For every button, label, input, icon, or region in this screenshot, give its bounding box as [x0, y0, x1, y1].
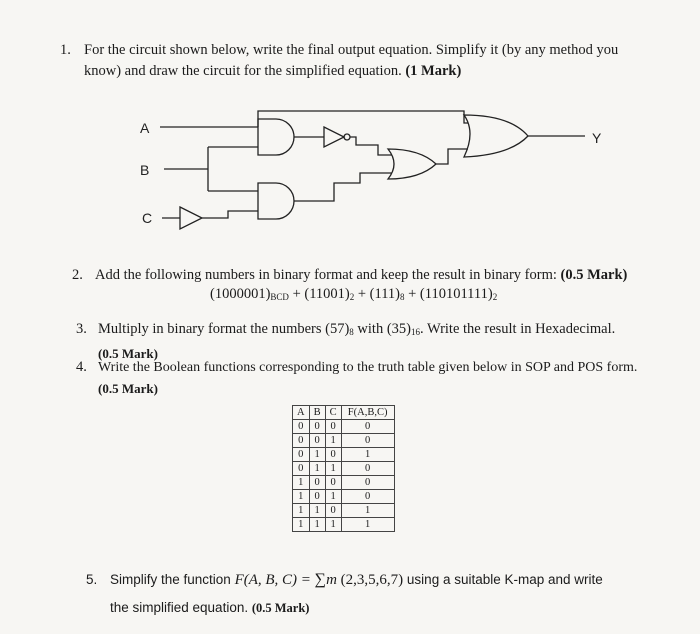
- table-row: [293, 434, 395, 448]
- question-1-mark: (1 Mark): [405, 63, 462, 79]
- table-row: [293, 420, 395, 434]
- question-2-line-1: [95, 265, 627, 286]
- truth-table: [292, 405, 395, 532]
- question-1-line-2-text: know) and draw the circuit for the simplified equation.: [84, 63, 406, 79]
- base-bcd: BCD: [270, 292, 289, 302]
- cell: 1: [293, 476, 310, 490]
- number-octal: + (111): [354, 286, 400, 302]
- cell: 1: [293, 504, 310, 518]
- question-3-line-1: [98, 319, 615, 343]
- cell: 0: [325, 420, 341, 434]
- cell: 0: [341, 476, 394, 490]
- cell: 1: [325, 462, 341, 476]
- logic-circuit-diagram: [130, 105, 610, 245]
- header-c: C: [325, 406, 341, 420]
- sum-symbol: ∑: [314, 571, 327, 588]
- question-1-number: 1.: [60, 42, 71, 58]
- question-3-text-2: with (35): [353, 321, 411, 337]
- cell: 0: [293, 448, 310, 462]
- cell: 1: [325, 518, 341, 532]
- question-2-expression: [210, 284, 497, 308]
- cell: 1: [293, 518, 310, 532]
- wire-b: [164, 147, 258, 191]
- truth-table-header: [293, 406, 395, 420]
- question-3-number: 3.: [76, 321, 87, 337]
- cell: 0: [293, 434, 310, 448]
- cell: 1: [341, 504, 394, 518]
- output-y-label: Y: [592, 130, 602, 146]
- question-2-text: Add the following numbers in binary format and keep the result in binary form:: [95, 267, 561, 283]
- question-5-mark: (0.5 Mark): [251, 601, 310, 615]
- base-2-first: 2: [349, 292, 355, 302]
- question-5-number: 5.: [86, 572, 98, 587]
- buffer-gate-c: [180, 207, 202, 229]
- cell: 0: [293, 420, 310, 434]
- cell: 1: [309, 518, 325, 532]
- number-bcd: (1000001): [210, 286, 271, 302]
- minterm-symbol: m: [326, 572, 337, 588]
- or-gate-2: [464, 115, 528, 157]
- cell: 0: [309, 434, 325, 448]
- question-2-number: 2.: [72, 267, 83, 283]
- question-5-text-1: Simplify the function: [110, 572, 235, 587]
- cell: 0: [341, 434, 394, 448]
- question-3-text-1: Multiply in binary format the numbers (57): [98, 321, 350, 337]
- cell: 0: [325, 476, 341, 490]
- cell: 0: [341, 462, 394, 476]
- question-4-number: 4.: [76, 359, 87, 375]
- or-gate-1: [388, 149, 436, 179]
- cell: 0: [341, 420, 394, 434]
- table-row: [293, 490, 395, 504]
- table-row: [293, 518, 395, 532]
- cell: 1: [309, 504, 325, 518]
- wire-c-out: [202, 211, 258, 218]
- question-4-mark: (0.5 Mark): [98, 381, 158, 396]
- table-row: [293, 462, 395, 476]
- number-binary-2: + (110101111): [404, 286, 493, 302]
- cell: 1: [341, 518, 394, 532]
- wire-and2-out: [294, 173, 392, 201]
- base-8: 8: [400, 292, 405, 302]
- question-4-text: Write the Boolean functions corresponding to the truth table given below in SOP and POS form.: [98, 360, 638, 375]
- question-5-text-3: the simplified equation.: [110, 600, 252, 615]
- number-binary-1: + (11001): [288, 286, 350, 302]
- input-a-label: A: [140, 120, 150, 136]
- question-1-line-2: [84, 61, 618, 82]
- and-gate-2: [258, 183, 294, 219]
- table-row: [293, 504, 395, 518]
- table-row: [293, 476, 395, 490]
- base-2-second: 2: [492, 292, 498, 302]
- question-5-text-2: using a suitable K-map and write: [403, 572, 603, 587]
- input-c-label: C: [142, 210, 153, 226]
- header-f: F(A,B,C): [341, 406, 394, 420]
- question-3-base-16: 16: [410, 327, 420, 337]
- question-5-line-2: [110, 594, 603, 622]
- minterm-list: (2,3,5,6,7): [336, 572, 404, 588]
- wire-not-out: [350, 137, 392, 155]
- cell: 0: [309, 490, 325, 504]
- header-a: A: [293, 406, 310, 420]
- cell: 1: [325, 490, 341, 504]
- cell: 0: [293, 462, 310, 476]
- cell: 1: [309, 448, 325, 462]
- cell: 1: [309, 462, 325, 476]
- header-b: B: [309, 406, 325, 420]
- cell: 1: [325, 434, 341, 448]
- question-5-line-1: [110, 566, 603, 594]
- cell: 0: [325, 448, 341, 462]
- question-3-mark: (0.5 Mark): [98, 346, 158, 361]
- question-3-base-8: 8: [349, 327, 354, 337]
- function-expression: F(A, B, C) =: [234, 572, 315, 588]
- question-2-mark: (0.5 Mark): [560, 267, 628, 283]
- and-gate-1: [258, 119, 294, 155]
- cell: 1: [293, 490, 310, 504]
- cell: 0: [309, 420, 325, 434]
- table-row: [293, 448, 395, 462]
- not-gate: [324, 127, 344, 147]
- cell: 1: [341, 448, 394, 462]
- wire-or1-out: [436, 149, 468, 164]
- input-b-label: B: [140, 162, 150, 178]
- question-1-line-1: For the circuit shown below, write the final output equation. Simplify it (by any method you: [84, 42, 619, 58]
- question-3-text-3: . Write the result in Hexadecimal.: [419, 321, 616, 337]
- cell: 0: [309, 476, 325, 490]
- cell: 0: [325, 504, 341, 518]
- cell: 0: [341, 490, 394, 504]
